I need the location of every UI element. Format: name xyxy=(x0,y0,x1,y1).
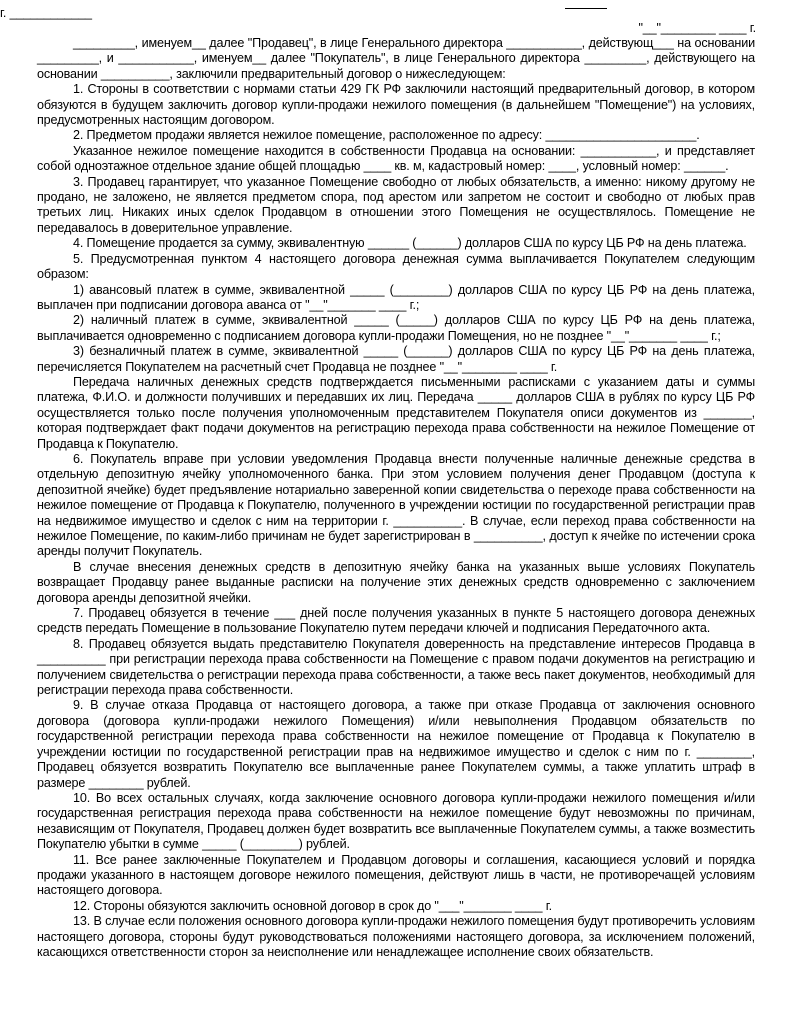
clause-13: 13. В случае если положения основного договора купли-продажи нежилого помещения будут противоречить условиям настоящего договора, стороны будут руководствоваться положениями настоящего договора, за исключением положений, касающихся ответственности сторон за неисполнение или ненадлежащее исполнение своих обязательств. xyxy=(37,914,755,959)
document-page xyxy=(0,6,756,960)
clause-1: 1. Стороны в соответствии с нормами статьи 429 ГК РФ заключили настоящий предварительный договор, в котором обязуются в будущем заключить договор купли-продажи нежилого помещения (в дальнейшем "Помещение") на условиях, предусмотренных настоящим договором. xyxy=(37,82,755,128)
clause-5-item-1: 1) авансовый платеж в сумме, эквивалентной _____ (________) долларов США по курсу ЦБ РФ на день платежа, выплачен при подписании договора аванса от "__"_______ ____ г.; xyxy=(37,282,755,312)
clause-5-cash-transfer: Передача наличных денежных средств подтверждается письменными расписками с указанием даты и суммы платежа, Ф.И.О. и должности получивших и передавших их лиц. Передача _____ долларов США в рублях по курсу ЦБ РФ осуществляется только после получения уполномоченным представителем Покупателя описи документов из _______, которая подтверждает факт подачи документов на регистрацию перехода права собственности на нежилое Помещение от Продавца к Покупателю. xyxy=(37,374,755,451)
preamble: _________, именуем__ далее "Продавец", в лице Генерального директора ___________, действующ___ на основании _________, и ___________, именуем__ далее "Покупатель", в лице Генерального директора _________, действующего на основании __________, заключили предварительный договор о нижеследующем: xyxy=(37,36,755,81)
clause-8: 8. Продавец обязуется выдать представителю Покупателя доверенность на представление интересов Продавца в __________ при регистрации перехода права собственности на Помещение с правом подачи документов на регистрацию и получением свидетельства о регистрации перехода права собственности, а также весь пакет документов, необходимый для регистрации перехода права собственности. xyxy=(37,636,755,698)
clause-5-item-3: 3) безналичный платеж в сумме, эквивалентной _____ (______) долларов США по курсу ЦБ РФ на день платежа, перечисляется Покупателем на расчетный счет Продавца не позднее "__"________ ____ г. xyxy=(37,344,755,374)
clause-10: 10. Во всех остальных случаях, когда заключение основного договора купли-продажи нежилого помещения и/или государственная регистрация перехода права собственности на нежилое помещение будут невозможны по причинам, независящим от Покупателя, Продавец должен будет возвратить все выплаченные Покупателем суммы, а также возместить Покупателю убытки в сумме _____ (________) рублей. xyxy=(37,790,755,852)
clause-6: 6. Покупатель вправе при условии уведомления Продавца внести полученные наличные денежные средства в отдельную депозитную ячейку уполномоченного банка. При этом условием получения денег Продавцом (доступа к депозитной ячейке) будет предъявление нотариально заверенной копии свидетельства о переходе права собственности на нежилое помещение от Продавца к Покупателю, полученного в учреждении юстиции по государственной регистрации прав на недвижимое имущество и сделок с ним на территории г. __________. В случае, если переход права собственности на нежилое Помещение, по каким-либо причинам не будет зарегистрирован в __________, доступ к ячейке по истечении срока аренды получит Покупатель. xyxy=(37,451,755,559)
clause-4: 4. Помещение продается за сумму, эквивалентную ______ (______) долларов США по курсу ЦБ РФ на день платежа. xyxy=(73,236,747,251)
clause-5: 5. Предусмотренная пунктом 4 настоящего договора денежная сумма выплачивается Покупателем следующим образом: xyxy=(37,251,755,282)
clause-9: 9. В случае отказа Продавца от настоящего договора, а также при отказе Продавца от заключения основного договора (договора купли-продажи нежилого Помещения) и/или невыполнения Продавцом обязательств по государственной регистрации перехода права собственности на нежилое помещение от Продавца к Покупателю в учреждении юстиции по государственной регистрации прав на недвижимое имущество и сделок с ним по г. ________, Продавец обязуется возвратить Покупателю все выплаченные ранее Покупателем суммы, а также уплатить штраф в размере ________ рублей. xyxy=(37,698,755,790)
clause-5-item-2: 2) наличный платеж в сумме, эквивалентной _____ (_____) долларов США по курсу ЦБ РФ на день платежа, выплачивается одновременно с подписанием договора купли-продажи Помещения, но не позднее "__"_______ ____ г.; xyxy=(37,313,755,343)
clause-3: 3. Продавец гарантирует, что указанное Помещение свободно от любых обязательств, а именно: никому другому не продано, не заложено, не является предметом спора, под арестом или запретом не состоит и свободно от любых прав третьих лиц. Никаких иных сделок Продавцом в отношении этого Помещения не осуществлялось. Помещение не передавалось в доверительное управление. xyxy=(37,174,755,235)
clause-2-details: Указанное нежилое помещение находится в собственности Продавца на основании: ___________, и представляет собой одноэтажное отдельное здание общей площадью ____ кв. м, кадастровый номер: ____, условный номер: ______. xyxy=(37,143,755,174)
date-line: "__"________ ____ г. xyxy=(638,21,756,35)
clause-2: 2. Предметом продажи является нежилое помещение, расположенное по адресу: ______________________. xyxy=(73,128,700,143)
clause-11: 11. Все ранее заключенные Покупателем и Продавцом договоры и соглашения, касающиеся условий и порядка продажи указанного в настоящем договоре нежилого помещения, действуют лишь в части, не противоречащей условиям настоящего договора. xyxy=(37,852,755,898)
city-line: г. ____________ xyxy=(0,6,92,20)
clause-7: 7. Продавец обязуется в течение ___ дней после получения указанных в пункте 5 настоящего договора денежных средств передать Помещение в пользование Покупателю путем передачи ключей и подписания Передаточного акта. xyxy=(37,606,755,636)
clause-6-deposit: В случае внесения денежных средств в депозитную ячейку банка на указанных выше условиях Покупатель возвращает Продавцу ранее выданные расписки на получение этих денежных средств одновременно с заключением договора аренды депозитной ячейки. xyxy=(37,559,755,605)
clause-12: 12. Стороны обязуются заключить основной договор в срок до "___"_______ ____ г. xyxy=(73,898,552,913)
